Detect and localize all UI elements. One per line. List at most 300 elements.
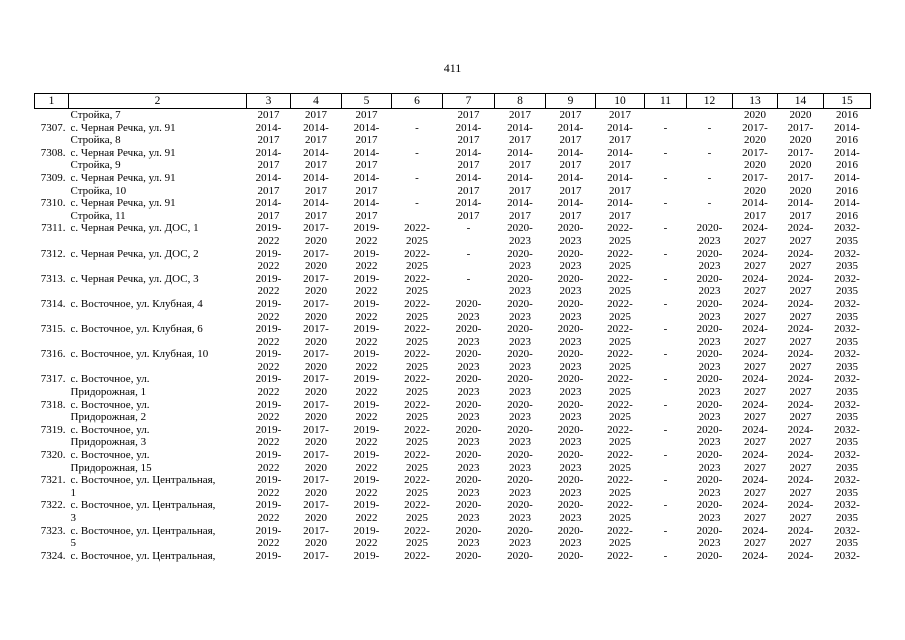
col-8-cell: 2017 — [509, 209, 531, 222]
col-10-cell: 2022- — [607, 323, 633, 336]
col-10-cell: 2022- — [607, 373, 633, 386]
col-12-cell: 2023 — [698, 461, 721, 474]
col-12-cell: 2020- — [696, 348, 723, 361]
row-number-cell — [35, 537, 69, 550]
column-header: 4 — [291, 94, 342, 109]
object-name-cell: с. Восточное, ул. — [70, 373, 150, 386]
col-9-cell: 2023 — [559, 234, 582, 247]
col-13-cell: 2027 — [744, 411, 766, 424]
col-9-cell: 2014- — [557, 171, 584, 184]
object-name-cell: Стройка, 10 — [70, 184, 127, 197]
col-14-cell: 2027 — [789, 411, 812, 424]
col-5-cell: 2017 — [355, 184, 378, 197]
col-14-cell: 2024- — [787, 247, 814, 260]
col-8-cell: 2020- — [507, 272, 533, 285]
col-5-cell: 2014- — [353, 171, 380, 184]
table-row — [35, 386, 871, 399]
col-4-cell: 2014- — [303, 146, 329, 159]
col-14-cell: 2027 — [789, 486, 812, 499]
col-12-cell: 2023 — [698, 512, 721, 524]
col-9-cell: 2020- — [557, 272, 584, 285]
col-4-cell: 2017- — [303, 222, 329, 235]
column-header: 7 — [443, 94, 495, 109]
col-4-cell: 2020 — [305, 360, 327, 373]
col-12-cell: 2023 — [698, 360, 721, 373]
col-11-cell: - — [663, 398, 668, 411]
row-number-cell — [35, 235, 69, 248]
col-4-cell: 2020 — [305, 512, 327, 524]
col-9-cell: 2014- — [557, 197, 584, 210]
col-14-cell: 2027 — [789, 310, 812, 323]
col-4-cell: 2017- — [303, 247, 329, 260]
col-7-cell: 2014- — [455, 197, 482, 210]
row-number-cell: 7316. — [40, 348, 66, 361]
col-7-cell: 2020- — [455, 398, 482, 411]
col-8-cell: 2020- — [507, 398, 533, 411]
col-13-cell: 2024- — [742, 272, 768, 285]
column-header: 10 — [596, 94, 645, 109]
col-6-cell: 2025 — [406, 537, 428, 550]
col-9-cell: 2023 — [559, 386, 582, 399]
col-7-cell: 2023 — [457, 512, 480, 524]
col-12-cell: 2020- — [696, 222, 723, 235]
col-12-cell: - — [707, 197, 712, 210]
col-13-cell: 2027 — [744, 335, 766, 348]
col-14-cell: 2027 — [789, 512, 812, 524]
col-11-cell — [645, 336, 687, 349]
col-10-cell: 2025 — [609, 537, 631, 550]
object-name-cell: с. Восточное, ул. Центральная, — [70, 549, 216, 562]
col-10-cell: 2025 — [609, 310, 631, 323]
col-6-cell: 2022- — [404, 373, 430, 386]
col-7-cell — [443, 260, 495, 273]
col-12-cell: 2023 — [698, 411, 721, 424]
col-14-cell: 2024- — [787, 323, 814, 336]
col-12-cell: - — [707, 121, 712, 134]
col-12-cell — [687, 109, 733, 122]
col-11-cell: - — [663, 121, 668, 134]
table-row — [35, 499, 871, 512]
col-13-cell: 2017 — [744, 209, 766, 222]
col-9-cell: 2020- — [557, 398, 584, 411]
col-9-cell: 2020- — [557, 222, 584, 235]
register-table — [34, 93, 871, 562]
col-7-cell: - — [466, 272, 471, 285]
object-name-cell — [69, 311, 247, 324]
col-7-cell: 2020- — [455, 423, 482, 436]
col-15-cell: 2014- — [834, 146, 860, 159]
col-10-cell: 2025 — [609, 285, 631, 298]
col-10-cell: 2025 — [609, 360, 631, 373]
col-11-cell — [645, 260, 687, 273]
col-11-cell — [645, 109, 687, 122]
col-15-cell: 2035 — [836, 411, 858, 424]
col-11-cell — [645, 311, 687, 324]
col-3-cell: 2019- — [255, 373, 282, 386]
col-12-cell: 2020- — [696, 499, 723, 512]
object-name-cell: 3 — [70, 512, 76, 524]
col-7-cell: 2014- — [455, 146, 482, 159]
col-6-cell — [392, 185, 443, 198]
col-4-cell: 2017 — [305, 184, 327, 197]
table-row — [35, 361, 871, 374]
col-15-cell: 2032- — [834, 222, 860, 235]
col-6-cell: 2025 — [406, 310, 428, 323]
col-9-cell: 2023 — [559, 486, 582, 499]
col-4-cell: 2017- — [303, 449, 329, 462]
col-7-cell: 2023 — [457, 386, 480, 399]
row-number-cell: 7319. — [40, 423, 66, 436]
col-9-cell: 2023 — [559, 512, 582, 524]
col-11-cell — [645, 185, 687, 198]
col-3-cell: 2014- — [255, 121, 282, 134]
col-10-cell: 2022- — [607, 247, 633, 260]
col-14-cell: 2020 — [789, 184, 812, 197]
col-4-cell: 2017- — [303, 323, 329, 336]
row-number-cell: 7311. — [41, 222, 66, 235]
col-15-cell: 2016 — [836, 134, 858, 147]
col-3-cell: 2022 — [257, 537, 280, 550]
col-11-cell: - — [663, 449, 668, 462]
col-9-cell: 2020- — [557, 323, 584, 336]
col-7-cell: 2020- — [455, 499, 482, 512]
col-10-cell: 2025 — [609, 335, 631, 348]
col-8-cell: 2020- — [507, 499, 533, 512]
column-header: 14 — [778, 94, 824, 109]
col-12-cell: 2020- — [696, 449, 723, 462]
col-9-cell: 2020- — [557, 423, 584, 436]
row-number-cell — [35, 361, 69, 374]
col-12-cell: - — [707, 146, 712, 159]
col-15-cell: 2035 — [836, 512, 858, 524]
col-9-cell: 2023 — [559, 436, 582, 449]
col-11-cell — [645, 487, 687, 500]
col-9-cell: 2014- — [557, 146, 584, 159]
col-5-cell: 2019- — [353, 373, 380, 386]
col-15-cell: 2032- — [834, 474, 860, 487]
table-row — [35, 411, 871, 424]
object-name-cell: Стройка, 8 — [70, 134, 121, 147]
col-7-cell: - — [466, 222, 471, 235]
col-4-cell: 2020 — [305, 335, 327, 348]
col-6-cell: 2025 — [406, 234, 428, 247]
col-11-cell: - — [663, 348, 668, 361]
col-9-cell: 2023 — [559, 335, 582, 348]
col-10-cell: 2014- — [607, 146, 633, 159]
col-8-cell: 2017 — [509, 159, 531, 172]
col-12-cell: 2020- — [696, 549, 723, 562]
col-9-cell: 2023 — [559, 285, 582, 298]
object-name-cell — [69, 235, 247, 248]
col-13-cell: 2027 — [744, 461, 766, 474]
col-14-cell: 2027 — [789, 335, 812, 348]
col-3-cell: 2022 — [257, 360, 280, 373]
column-header: 11 — [645, 94, 687, 109]
col-6-cell: - — [415, 197, 419, 210]
col-3-cell: 2022 — [257, 436, 280, 449]
col-11-cell — [645, 210, 687, 223]
col-8-cell: 2023 — [509, 436, 531, 449]
col-13-cell: 2027 — [744, 436, 766, 449]
col-4-cell: 2017- — [303, 398, 329, 411]
table-row — [35, 210, 871, 223]
col-4-cell: 2014- — [303, 121, 329, 134]
col-5-cell: 2022 — [355, 234, 378, 247]
row-number-cell — [35, 487, 69, 500]
table-row — [35, 134, 871, 147]
col-6-cell: 2022- — [404, 222, 430, 235]
col-9-cell: 2014- — [557, 121, 584, 134]
col-15-cell: 2032- — [834, 247, 860, 260]
col-8-cell: 2023 — [509, 386, 531, 399]
col-7-cell: 2020- — [455, 323, 482, 336]
col-4-cell: 2017- — [303, 373, 329, 386]
col-10-cell: 2022- — [607, 272, 633, 285]
col-14-cell: 2020 — [789, 159, 812, 172]
row-number-cell — [35, 260, 69, 273]
col-9-cell: 2017 — [559, 134, 582, 147]
object-name-cell: Придорожная, 15 — [70, 461, 152, 474]
col-15-cell: 2035 — [836, 285, 858, 298]
table-row — [35, 487, 871, 500]
object-name-cell: Придорожная, 2 — [70, 411, 147, 424]
col-11-cell: - — [663, 474, 668, 487]
col-7-cell: 2020- — [455, 373, 482, 386]
col-12-cell: 2023 — [698, 335, 721, 348]
col-15-cell: 2032- — [834, 348, 860, 361]
header-row — [35, 94, 871, 109]
object-name-cell: 1 — [70, 486, 76, 499]
col-15-cell: 2035 — [836, 537, 858, 550]
col-8-cell: 2020- — [507, 524, 533, 537]
col-15-cell: 2032- — [834, 297, 860, 310]
col-9-cell: 2023 — [559, 461, 582, 474]
column-header: 9 — [546, 94, 596, 109]
col-14-cell: 2024- — [787, 524, 814, 537]
col-10-cell: 2025 — [609, 234, 631, 247]
col-9-cell: 2020- — [557, 373, 584, 386]
col-6-cell: 2022- — [404, 247, 430, 260]
col-7-cell — [443, 285, 495, 298]
col-5-cell: 2017 — [355, 159, 378, 172]
table-row — [35, 336, 871, 349]
col-8-cell: 2014- — [507, 121, 533, 134]
column-header: 1 — [35, 94, 69, 109]
col-11-cell: - — [663, 524, 668, 537]
col-4-cell: 2020 — [305, 285, 327, 298]
col-6-cell: 2022- — [404, 272, 430, 285]
col-13-cell: 2027 — [744, 260, 766, 273]
table-row — [35, 122, 871, 135]
col-15-cell: 2032- — [834, 272, 860, 285]
col-3-cell: 2014- — [255, 146, 282, 159]
col-5-cell: 2019- — [353, 474, 380, 487]
col-13-cell: 2024- — [742, 474, 768, 487]
col-6-cell: 2025 — [406, 360, 428, 373]
col-13-cell: 2024- — [742, 373, 768, 386]
col-7-cell: - — [466, 247, 471, 260]
col-11-cell: - — [663, 423, 668, 436]
row-number-cell — [35, 185, 69, 198]
col-8-cell: 2020- — [507, 348, 533, 361]
col-6-cell: 2022- — [404, 524, 430, 537]
col-10-cell: 2022- — [607, 549, 633, 562]
col-6-cell: 2025 — [406, 260, 428, 273]
row-number-cell: 7321. — [40, 474, 66, 487]
col-5-cell: 2019- — [353, 222, 380, 235]
object-name-cell: с. Восточное, ул. Центральная, — [70, 499, 216, 512]
object-name-cell: Стройка, 11 — [70, 209, 126, 222]
col-4-cell: 2017 — [305, 109, 327, 121]
col-7-cell: 2017 — [457, 184, 480, 197]
table-row — [35, 525, 871, 538]
col-3-cell: 2019- — [255, 398, 282, 411]
object-name-cell: 5 — [70, 537, 76, 550]
col-4-cell: 2020 — [305, 411, 327, 424]
col-5-cell: 2017 — [355, 109, 378, 121]
col-3-cell: 2019- — [255, 297, 282, 310]
col-7-cell: 2023 — [457, 310, 480, 323]
col-6-cell: 2025 — [406, 436, 428, 449]
col-8-cell: 2020- — [507, 373, 533, 386]
col-5-cell: 2019- — [353, 499, 380, 512]
table-row — [35, 285, 871, 298]
col-15-cell: 2016 — [836, 184, 858, 197]
col-8-cell: 2023 — [509, 285, 531, 298]
col-11-cell — [645, 285, 687, 298]
col-5-cell: 2019- — [353, 524, 380, 537]
table-row — [35, 323, 871, 336]
col-11-cell: - — [663, 222, 668, 235]
col-13-cell: 2027 — [744, 486, 766, 499]
col-5-cell: 2019- — [353, 247, 380, 260]
row-number-cell — [35, 210, 69, 223]
row-number-cell — [35, 462, 69, 475]
object-name-cell: с. Черная Речка, ул. ДОС, 3 — [70, 272, 199, 285]
col-4-cell: 2017 — [305, 209, 327, 222]
col-3-cell: 2017 — [257, 209, 280, 222]
col-13-cell: 2024- — [742, 247, 768, 260]
col-6-cell: 2025 — [406, 411, 428, 424]
col-4-cell: 2017- — [303, 272, 329, 285]
table-row — [35, 373, 871, 386]
col-3-cell: 2022 — [257, 386, 280, 399]
col-4-cell: 2017 — [305, 159, 327, 172]
col-10-cell: 2022- — [607, 398, 633, 411]
col-3-cell: 2019- — [255, 272, 282, 285]
table-row — [35, 109, 871, 122]
table-row — [35, 235, 871, 248]
col-4-cell: 2017- — [303, 348, 329, 361]
col-4-cell: 2020 — [305, 537, 327, 550]
col-6-cell: - — [415, 146, 419, 159]
col-8-cell: 2023 — [509, 360, 531, 373]
col-4-cell: 2017- — [303, 474, 329, 487]
object-name-cell: с. Восточное, ул. Клубная, 6 — [70, 323, 203, 336]
col-3-cell: 2022 — [257, 411, 280, 424]
col-8-cell: 2020- — [507, 423, 533, 436]
object-name-cell: с. Черная Речка, ул. ДОС, 2 — [70, 247, 199, 260]
col-4-cell: 2020 — [305, 386, 327, 399]
col-3-cell: 2022 — [257, 335, 280, 348]
col-11-cell: - — [663, 171, 668, 184]
col-15-cell: 2035 — [836, 486, 858, 499]
col-8-cell: 2014- — [507, 146, 533, 159]
col-8-cell: 2020- — [507, 474, 533, 487]
table-row — [35, 298, 871, 311]
col-6-cell — [392, 159, 443, 172]
col-6-cell: - — [415, 171, 419, 184]
col-13-cell: 2020 — [744, 184, 766, 197]
col-3-cell: 2017 — [257, 159, 280, 172]
col-8-cell: 2014- — [507, 197, 533, 210]
col-13-cell: 2024- — [742, 323, 768, 336]
table-row — [35, 449, 871, 462]
col-4-cell: 2017 — [305, 134, 327, 147]
row-number-cell: 7312. — [40, 247, 66, 260]
col-12-cell — [687, 159, 733, 172]
object-name-cell: Придорожная, 1 — [70, 386, 147, 399]
col-5-cell: 2022 — [355, 411, 378, 424]
object-name-cell — [69, 336, 247, 349]
row-number-cell — [35, 512, 69, 525]
col-7-cell: 2020- — [455, 474, 482, 487]
col-7-cell: 2023 — [457, 335, 480, 348]
row-number-cell: 7318. — [40, 398, 66, 411]
col-8-cell: 2023 — [509, 486, 531, 499]
col-3-cell: 2014- — [255, 197, 282, 210]
col-3-cell: 2019- — [255, 549, 282, 562]
col-4-cell: 2020 — [305, 234, 327, 247]
row-number-cell — [35, 134, 69, 147]
col-4-cell: 2017- — [303, 524, 329, 537]
col-3-cell: 2019- — [255, 449, 282, 462]
col-14-cell: 2024- — [787, 222, 814, 235]
col-14-cell: 2017- — [787, 146, 814, 159]
col-11-cell — [645, 386, 687, 399]
row-number-cell — [35, 109, 69, 122]
table-row — [35, 273, 871, 286]
col-12-cell: 2020- — [696, 272, 723, 285]
object-name-cell — [69, 361, 247, 374]
object-name-cell: с. Черная Речка, ул. 91 — [70, 146, 176, 159]
col-3-cell: 2019- — [255, 222, 282, 235]
col-6-cell: 2022- — [404, 449, 430, 462]
col-13-cell: 2017- — [742, 146, 768, 159]
col-10-cell: 2017 — [609, 159, 631, 172]
col-10-cell: 2022- — [607, 297, 633, 310]
column-header: 6 — [392, 94, 443, 109]
col-11-cell — [645, 462, 687, 475]
table-row — [35, 159, 871, 172]
col-3-cell: 2019- — [255, 323, 282, 336]
col-8-cell: 2020- — [507, 297, 533, 310]
col-9-cell: 2020- — [557, 348, 584, 361]
col-4-cell: 2020 — [305, 436, 327, 449]
page-number: 411 — [443, 61, 462, 75]
table-row — [35, 424, 871, 437]
col-11-cell: - — [663, 272, 668, 285]
row-number-cell: 7314. — [40, 297, 66, 310]
col-9-cell: 2020- — [557, 297, 584, 310]
table-row — [35, 248, 871, 261]
col-6-cell: 2022- — [404, 323, 430, 336]
col-9-cell: 2020- — [557, 549, 584, 562]
col-3-cell: 2022 — [257, 260, 280, 273]
col-4-cell: 2020 — [305, 310, 327, 323]
col-15-cell: 2032- — [834, 549, 860, 562]
col-8-cell: 2023 — [509, 512, 531, 524]
